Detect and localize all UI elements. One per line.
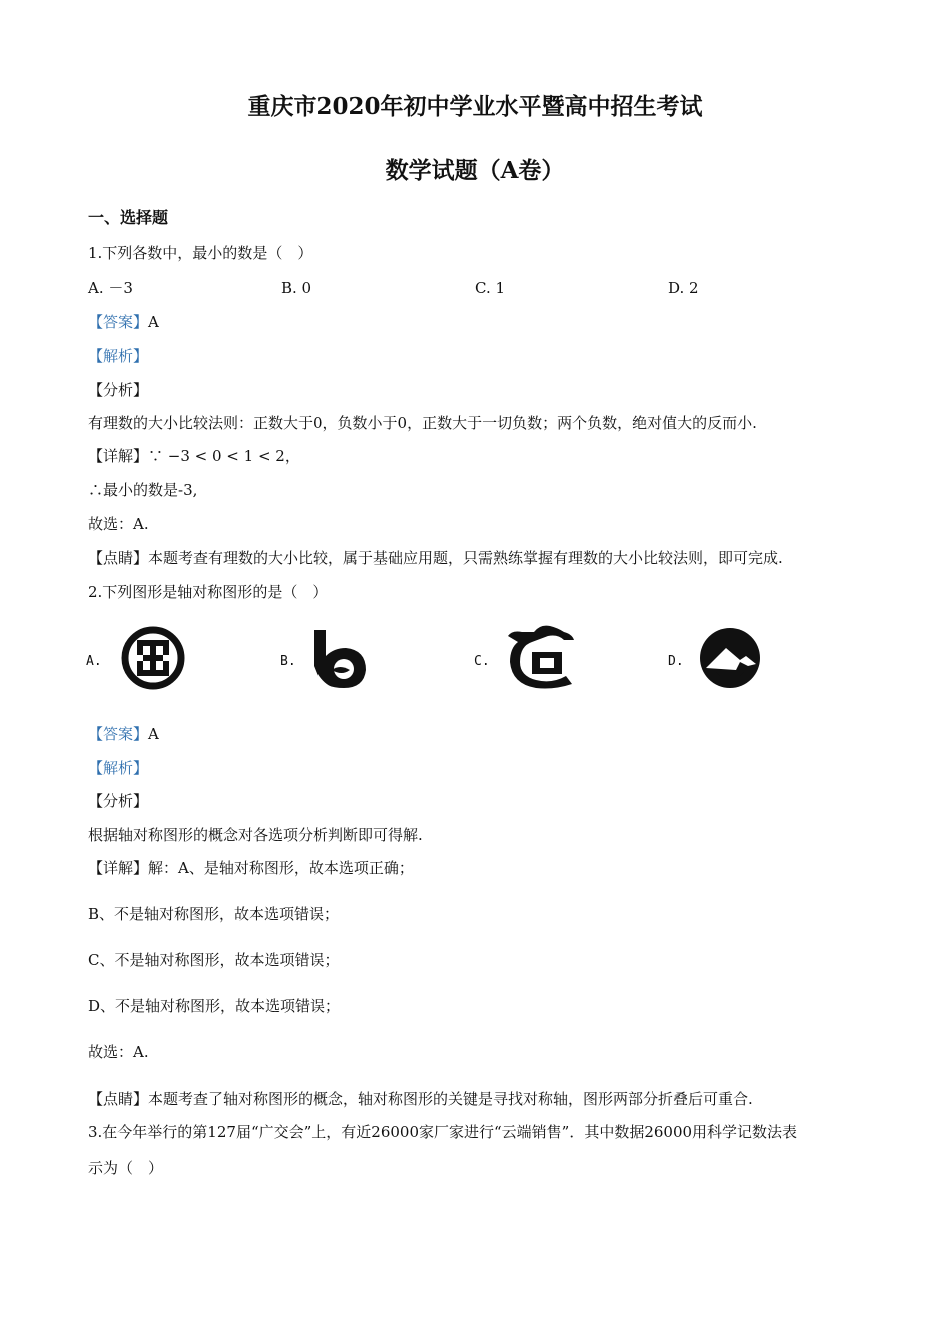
q2-option-b-label: B. [280,654,296,669]
q1-fenxi-tag: 【分析】 [88,381,149,399]
q1-analysis-tag: 【解析】 [88,347,149,365]
q1-stem: 1.下列各数中，最小的数是（ ） [88,244,313,262]
q2-detail-line-4: D、不是轴对称图形，故本选项错误； [88,997,341,1015]
q1-detail [88,446,300,466]
q2-option-a-label: A. [86,654,102,669]
q2-fenxi-tag: 【分析】 [88,792,149,810]
q1-conclusion: ∴最小的数是-3, [88,481,198,499]
section-heading: 一、选择题 [88,208,169,227]
q1-answer [88,312,159,332]
detail-tag: 【详解】 [88,447,149,465]
answer-tag: 【答案】 [88,725,149,743]
answer-value: A [148,313,159,331]
q2-option-d-label: D. [668,654,684,669]
q3-stem-line-1: 3.在今年举行的第127届“广交会”上，有近26000家厂家进行“云端销售”．其中数据26000用科学记数法表 [88,1123,798,1141]
q1-option-a: A. －3 [88,279,133,297]
exam-title: 重庆市2020年初中学业水平暨高中招生考试 [247,93,703,120]
q2-comment: 【点睛】本题考查了轴对称图形的概念，轴对称图形的关键是寻找对称轴，图形两部分折叠后可重合. [88,1090,753,1108]
q3-stem-line-2: 示为（ ） [88,1159,164,1177]
q2-fenxi-text: 根据轴对称图形的概念对各选项分析判断即可得解. [88,826,423,844]
q1-option-c: C. 1 [475,279,506,297]
detail-math: ∵ −3 < 0 < 1 < 2， [148,447,300,465]
q1-option-d: D. 2 [668,279,699,297]
q2-detail-line-3: C、不是轴对称图形，故本选项错误； [88,951,340,969]
bank-d-logo-icon [696,626,764,690]
q2-analysis-tag: 【解析】 [88,759,149,777]
q1-choice: 故选：A. [88,515,149,533]
q2-answer [88,724,159,744]
q1-fenxi-text: 有理数的大小比较法则：正数大于0，负数小于0，正数大于一切负数；两个负数，绝对值大的反而小. [88,414,757,432]
bank-b-logo-icon [304,626,372,692]
q2-stem: 2.下列图形是轴对称图形的是（ ） [88,583,328,601]
exam-subtitle: 数学试题（A卷） [385,157,565,184]
q2-detail-line-2: B、不是轴对称图形，故本选项错误； [88,905,340,923]
q1-option-b: B. 0 [281,279,312,297]
q2-detail-line-1: 【详解】解：A、是轴对称图形，故本选项正确； [88,859,414,877]
answer-value: A [148,725,159,743]
bank-c-logo-icon [502,622,578,690]
answer-tag: 【答案】 [88,313,149,331]
q2-option-c-label: C. [474,654,490,669]
q1-comment: 【点睛】本题考查有理数的大小比较，属于基础应用题，只需熟练掌握有理数的大小比较法则，即可完成. [88,549,783,567]
icbc-logo-icon [118,624,188,692]
q2-choice: 故选：A. [88,1043,149,1061]
